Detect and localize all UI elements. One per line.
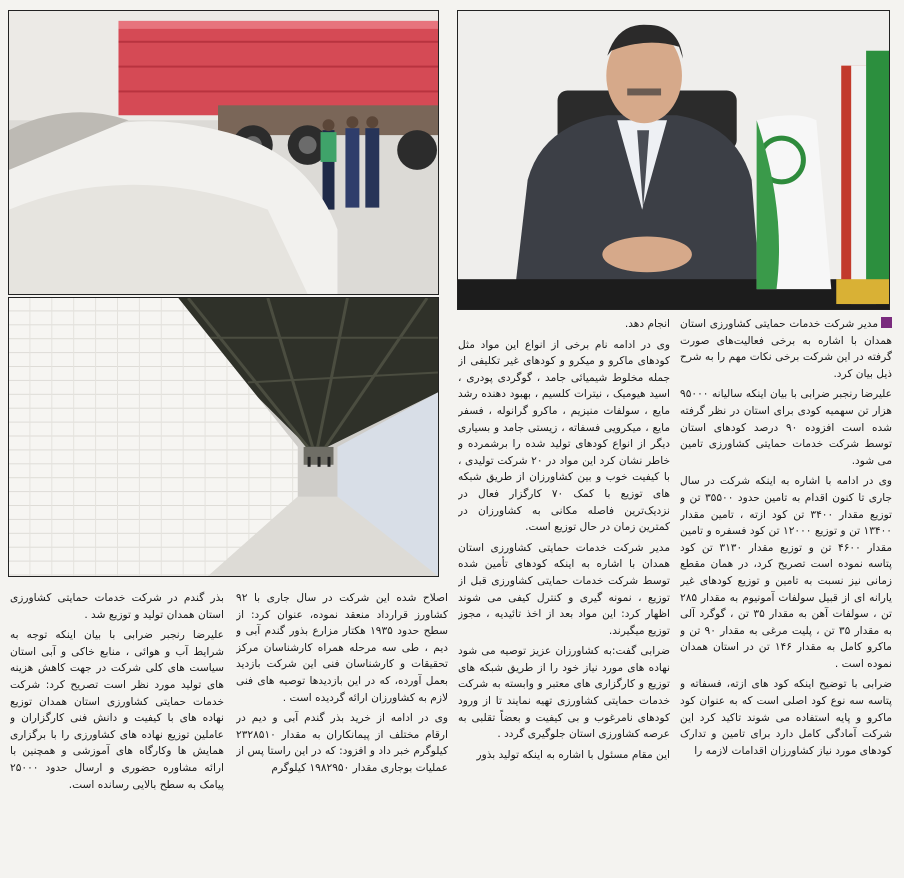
article-column-4 — [10, 590, 224, 846]
photo-warehouse — [8, 297, 439, 577]
paragraph: اصلاح شده این شرکت در سال جاری با ۹۲ کشاورز قرارداد منعقد نموده، عنوان کرد: از سطح حدود ۱۹۳۵ هکتار مزارع بذور گندم آبی و دیم ، طی سه مرحله همراه کارشناسان مرکز تحقیقات و کارشناسان فنی این شرکت بازدید بعمل آورده، که در این بازدیدها توصیه های فنی لازم به کشاورزان ارائه گردیده است . — [236, 592, 448, 704]
paragraph-text: مدیر شرکت خدمات حمایتی کشاورزی استان همدان با اشاره به برخی فعالیت‌های صورت گرفته در این شرکت برخی نکات مهم را به شرح ذیل بیان کرد. — [680, 318, 892, 380]
paragraph — [680, 316, 892, 382]
paragraph: انجام دهد. — [624, 318, 670, 330]
grain-truck-image — [9, 11, 438, 294]
paragraph: ضرابی با توضیح اینکه کود های ازته، فسفاته و پتاسه سه نوع کود اصلی است که به عنوان کود ماکرو و پایه استفاده می شوند تاکید کرد این شرکت آمادگی کامل دارد برای تامین و تدارک کودهای مورد نیاز کشاورزان اقدامات لازمه را — [680, 678, 892, 757]
warehouse-image — [9, 298, 438, 576]
paragraph: علیرضا رنجبر ضرابی با بیان اینکه توجه به شرایط آب و هوائی ، منابع خاکی و آبی استان سیاست های کلی شرکت در جهت کاهش هزینه های تولید مورد نظر است تصریح کرد: شرکت خدمات حمایتی کشاورزی استان همدان توزیع نهاده های با کیفیت و دانش فنی کارگزاران و عاملین توزیع نهاده های کشاورزی را با برگزاری همایش ها وکارگاه های آموزشی و همچنین با ارائه مشاوره حضوری و ارسال حدود ۲۵۰۰۰ پیامک به سطح بالایی رسانده است. — [10, 629, 224, 791]
article-column-1 — [680, 316, 892, 846]
paragraph: این مقام مسئول با اشاره به اینکه تولید بذور — [476, 748, 670, 761]
paragraph-marker-icon — [881, 317, 892, 328]
paragraph: بذر گندم در شرکت خدمات حمایتی کشاورزی استان همدان تولید و توزیع شد . — [10, 592, 224, 621]
manager-image — [458, 11, 889, 309]
paragraph: مدیر شرکت خدمات حمایتی کشاورزی استان همدان با اشاره به اینکه کودهای تأمین شده توسط شرکت خدمات حمایتی کشاورزی قبل از توزیع ، نمونه گیری و کنترل کیفی می شوند اظهار کرد: این مواد بعد از اخذ تائیدیه ، مجوز توزیع میگیرند. — [458, 541, 670, 637]
photo-manager — [457, 10, 890, 310]
photo-grain-truck — [8, 10, 439, 295]
paragraph: ضرابی گفت:به کشاورزان عزیز توصیه می شود نهاده های مورد نیاز خود را از طریق شبکه های توزیع و کارگزاری های معتبر و وابسته به شرکت خدمات حمایتی کشاورزی تهیه نمایند تا از ورود کودهای نامرغوب و بی کیفیت و بعضاً تقلبی به عرصه کشاورزی استان جلوگیری گردد . — [458, 645, 670, 741]
paragraph: علیرضا رنجبر ضرابی با بیان اینکه سالیانه ۹۵۰۰۰ هزار تن سهمیه کودی برای استان در نظر گرفته شده است افزوده ۹۰ درصد کودهای استان توسط شرکت خدمات حمایتی کشاورزی تامین می شود. — [680, 388, 892, 467]
paragraph: وی در ادامه با اشاره به اینکه شرکت در سال جاری تا کنون اقدام به تامین حدود ۳۵۵۰۰ تن و توزیع مقدار ۳۴۰۰ تن کود ازته ، تامین مقدار ۱۳۴۰۰ تن و توزیع ۱۲۰۰۰ تن کود فسفره و تامین مقدار ۴۶۰۰ تن و توزیع مقدار ۳۱۳۰ تن کود پتاسه نموده است تصریح کرد، در همان مقطع زمانی نیز نسبت به تامین و توزیع کودهای غیر یارانه ای از قبیل سولفات آمونیوم به مقدار ۲۸۵ تن ، سولفات آهن به مقدار ۳۵ تن ، گوگرد آلی به مقدار ۳۵ تن ، پلیت مرغی به مقدار ۹۰ تن و ماکرو کامل به مقدار ۱۴۶ تن در استان همدان نموده است . — [680, 475, 892, 670]
paragraph: وی در ادامه از خرید بذر گندم آبی و دیم در ارقام مختلف از پیمانکاران به مقدار ۲۳۲۸۵۱۰ کیلوگرم خبر داد و افزود: که در این راستا پس از عملیات بوجاری مقدار ۱۹۸۲۹۵۰ کیلوگرم — [236, 712, 448, 774]
paragraph: وی در ادامه نام برخی از انواع این مواد مثل کودهای ماکرو و میکرو و کودهای غیر تکلیفی از جمله مخلوط شیمیائی جامد ، گوگردی پودری ، اسید هیومیک ، نیترات کلسیم ، بهبود دهنده رشد مایع ، سولفات منیزیم ، ماکرو گرانوله ، فسفر مایع ، میکرویی فسفاته ، زیستی جامد و بسیاری دیگر از انواع کودهای تولید شده را برشمرده و خاطر نشان کرد این مواد در ۲۰ شرکت تولیدی ، با کیفیت خوب و بین کشاورزان از طریق شبکه های توزیع با کمک ۷۰ کارگزار فعال در نزدیک‌ترین فاصله مکانی به کشاورزان در کمترین زمان در حال توزیع است. — [458, 338, 670, 534]
article-column-3 — [236, 590, 448, 846]
article-column-2 — [458, 316, 670, 846]
